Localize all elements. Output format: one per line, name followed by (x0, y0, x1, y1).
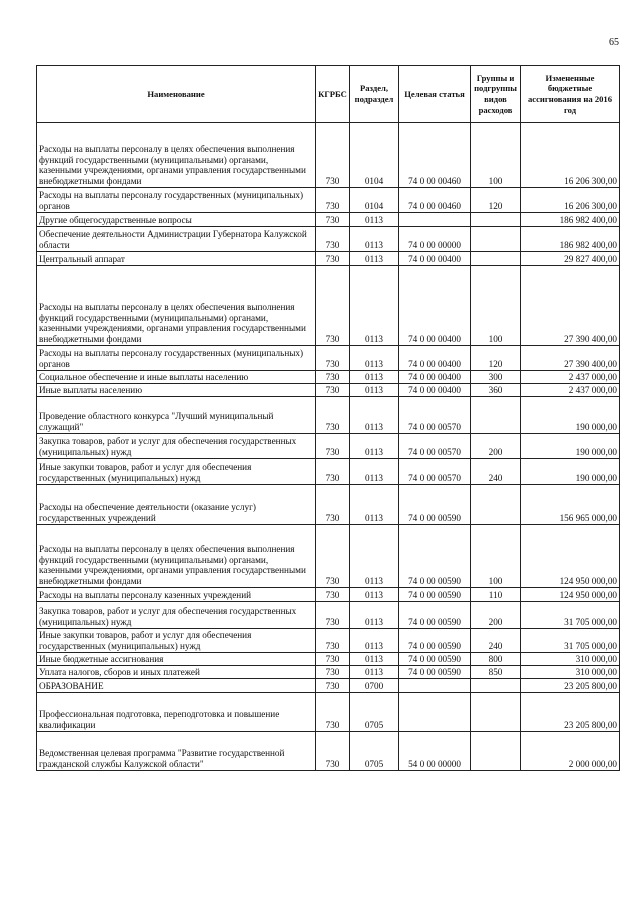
header-name: Наименование (37, 66, 316, 123)
cell-target: 74 0 00 00570 (399, 397, 471, 434)
cell-section: 0113 (350, 653, 399, 666)
table-header-row (37, 66, 620, 123)
cell-group: 800 (471, 653, 521, 666)
cell-grbs: 730 (316, 227, 350, 252)
cell-group: 100 (471, 525, 521, 588)
cell-section: 0113 (350, 485, 399, 525)
cell-name: Другие общегосударственные вопросы (37, 213, 316, 227)
cell-group (471, 732, 521, 771)
cell-name: Уплата налогов, сборов и иных платежей (37, 666, 316, 679)
cell-target: 74 0 00 00590 (399, 629, 471, 653)
cell-name: Проведение областного конкурса "Лучший муниципальный служащий" (37, 397, 316, 434)
table-row (37, 371, 620, 384)
table-row (37, 346, 620, 371)
cell-grbs: 730 (316, 346, 350, 371)
cell-amount: 186 982 400,00 (521, 227, 620, 252)
cell-section: 0113 (350, 371, 399, 384)
cell-target: 74 0 00 00590 (399, 653, 471, 666)
cell-section: 0113 (350, 666, 399, 679)
budget-table (36, 65, 620, 771)
cell-amount: 16 206 300,00 (521, 188, 620, 213)
cell-group (471, 252, 521, 266)
cell-amount: 190 000,00 (521, 459, 620, 485)
cell-name: Центральный аппарат (37, 252, 316, 266)
cell-name: Расходы на выплаты персоналу казенных учреждений (37, 588, 316, 602)
table-row (37, 384, 620, 397)
cell-group: 300 (471, 371, 521, 384)
cell-section: 0113 (350, 602, 399, 629)
cell-target: 74 0 00 00460 (399, 188, 471, 213)
table-row (37, 459, 620, 485)
cell-target (399, 213, 471, 227)
cell-amount: 27 390 400,00 (521, 266, 620, 346)
cell-grbs: 730 (316, 188, 350, 213)
table-row (37, 653, 620, 666)
table-row (37, 525, 620, 588)
cell-grbs: 730 (316, 602, 350, 629)
cell-group: 100 (471, 123, 521, 188)
cell-target: 74 0 00 00570 (399, 459, 471, 485)
cell-grbs: 730 (316, 679, 350, 693)
cell-group: 240 (471, 629, 521, 653)
cell-section: 0700 (350, 679, 399, 693)
cell-name: Социальное обеспечение и иные выплаты населению (37, 371, 316, 384)
cell-grbs: 730 (316, 485, 350, 525)
cell-group: 200 (471, 602, 521, 629)
cell-section: 0113 (350, 588, 399, 602)
cell-section: 0113 (350, 213, 399, 227)
header-target: Целевая статья (399, 66, 471, 123)
table-row (37, 188, 620, 213)
cell-amount: 27 390 400,00 (521, 346, 620, 371)
cell-amount: 190 000,00 (521, 397, 620, 434)
cell-grbs: 730 (316, 629, 350, 653)
cell-amount: 124 950 000,00 (521, 588, 620, 602)
cell-grbs: 730 (316, 459, 350, 485)
cell-section: 0113 (350, 459, 399, 485)
cell-name: Расходы на выплаты персоналу в целях обеспечения выполнения функций государственными (муниципальными) органами, казенными учреждениями, органами управления государственными внебюджетными фондами (37, 266, 316, 346)
cell-grbs: 730 (316, 693, 350, 732)
table-row (37, 588, 620, 602)
cell-grbs: 730 (316, 371, 350, 384)
cell-section: 0113 (350, 227, 399, 252)
cell-grbs: 730 (316, 384, 350, 397)
table-row (37, 693, 620, 732)
cell-amount: 310 000,00 (521, 666, 620, 679)
cell-grbs: 730 (316, 397, 350, 434)
cell-amount: 156 965 000,00 (521, 485, 620, 525)
cell-group: 200 (471, 434, 521, 459)
cell-name: Иные бюджетные ассигнования (37, 653, 316, 666)
cell-grbs: 730 (316, 252, 350, 266)
cell-target: 74 0 00 00400 (399, 346, 471, 371)
cell-amount: 16 206 300,00 (521, 123, 620, 188)
cell-grbs: 730 (316, 653, 350, 666)
cell-target: 74 0 00 00000 (399, 227, 471, 252)
table-row (37, 123, 620, 188)
cell-amount: 2 437 000,00 (521, 371, 620, 384)
cell-target: 74 0 00 00590 (399, 588, 471, 602)
cell-target: 74 0 00 00460 (399, 123, 471, 188)
cell-name: Иные закупки товаров, работ и услуг для обеспечения государственных (муниципальных) нужд (37, 459, 316, 485)
cell-section: 0705 (350, 732, 399, 771)
cell-group: 360 (471, 384, 521, 397)
cell-grbs: 730 (316, 732, 350, 771)
cell-grbs: 730 (316, 213, 350, 227)
cell-group: 850 (471, 666, 521, 679)
cell-amount: 310 000,00 (521, 653, 620, 666)
cell-amount: 23 205 800,00 (521, 679, 620, 693)
cell-section: 0104 (350, 188, 399, 213)
cell-section: 0113 (350, 525, 399, 588)
cell-name: Расходы на обеспечение деятельности (оказание услуг) государственных учреждений (37, 485, 316, 525)
table-row (37, 227, 620, 252)
cell-name: Расходы на выплаты персоналу в целях обеспечения выполнения функций государственными (муниципальными) органами, казенными учреждениями, органами управления государственными внебюджетными фондами (37, 123, 316, 188)
cell-grbs: 730 (316, 525, 350, 588)
cell-target: 74 0 00 00400 (399, 384, 471, 397)
cell-section: 0113 (350, 252, 399, 266)
cell-section: 0113 (350, 346, 399, 371)
cell-grbs: 730 (316, 434, 350, 459)
table-row (37, 397, 620, 434)
cell-group (471, 679, 521, 693)
page-number: 65 (609, 37, 619, 48)
cell-group: 120 (471, 346, 521, 371)
cell-group (471, 397, 521, 434)
table-row (37, 679, 620, 693)
cell-group: 120 (471, 188, 521, 213)
table-row (37, 666, 620, 679)
header-group: Группы и подгруппы видов расходов (471, 66, 521, 123)
cell-target (399, 693, 471, 732)
cell-target: 74 0 00 00400 (399, 252, 471, 266)
cell-amount: 31 705 000,00 (521, 602, 620, 629)
cell-target: 74 0 00 00590 (399, 485, 471, 525)
cell-amount: 23 205 800,00 (521, 693, 620, 732)
table-row (37, 434, 620, 459)
table-row (37, 266, 620, 346)
cell-name: Расходы на выплаты персоналу государственных (муниципальных) органов (37, 188, 316, 213)
cell-grbs: 730 (316, 123, 350, 188)
cell-name: Закупка товаров, работ и услуг для обеспечения государственных (муниципальных) нужд (37, 434, 316, 459)
cell-section: 0113 (350, 434, 399, 459)
table-row (37, 252, 620, 266)
cell-section: 0113 (350, 397, 399, 434)
cell-group (471, 485, 521, 525)
cell-section: 0705 (350, 693, 399, 732)
cell-group (471, 213, 521, 227)
cell-target: 74 0 00 00400 (399, 266, 471, 346)
cell-name: Иные выплаты населению (37, 384, 316, 397)
cell-grbs: 730 (316, 666, 350, 679)
cell-grbs: 730 (316, 588, 350, 602)
cell-amount: 2 000 000,00 (521, 732, 620, 771)
cell-group (471, 693, 521, 732)
cell-section: 0113 (350, 384, 399, 397)
cell-name: Ведомственная целевая программа "Развитие государственной гражданской службы Калужской области" (37, 732, 316, 771)
cell-group: 240 (471, 459, 521, 485)
cell-target (399, 679, 471, 693)
cell-group: 100 (471, 266, 521, 346)
cell-amount: 29 827 400,00 (521, 252, 620, 266)
cell-amount: 2 437 000,00 (521, 384, 620, 397)
cell-group: 110 (471, 588, 521, 602)
table-row (37, 629, 620, 653)
cell-amount: 186 982 400,00 (521, 213, 620, 227)
cell-section: 0113 (350, 629, 399, 653)
cell-target: 74 0 00 00590 (399, 525, 471, 588)
table-row (37, 213, 620, 227)
cell-target: 74 0 00 00570 (399, 434, 471, 459)
cell-section: 0113 (350, 266, 399, 346)
cell-grbs: 730 (316, 266, 350, 346)
cell-target: 74 0 00 00400 (399, 371, 471, 384)
cell-name: Профессиональная подготовка, переподготовка и повышение квалификации (37, 693, 316, 732)
cell-amount: 190 000,00 (521, 434, 620, 459)
cell-target: 74 0 00 00590 (399, 602, 471, 629)
table-row (37, 485, 620, 525)
cell-name: Иные закупки товаров, работ и услуг для обеспечения государственных (муниципальных) нужд (37, 629, 316, 653)
cell-name: Закупка товаров, работ и услуг для обеспечения государственных (муниципальных) нужд (37, 602, 316, 629)
cell-amount: 31 705 000,00 (521, 629, 620, 653)
table-row (37, 732, 620, 771)
header-section: Раздел, подраздел (350, 66, 399, 123)
cell-amount: 124 950 000,00 (521, 525, 620, 588)
cell-section: 0104 (350, 123, 399, 188)
table-row (37, 602, 620, 629)
cell-target: 54 0 00 00000 (399, 732, 471, 771)
cell-name: Обеспечение деятельности Администрации Губернатора Калужской области (37, 227, 316, 252)
cell-group (471, 227, 521, 252)
cell-name: Расходы на выплаты персоналу государственных (муниципальных) органов (37, 346, 316, 371)
header-grbs: КГРБС (316, 66, 350, 123)
cell-name: Расходы на выплаты персоналу в целях обеспечения выполнения функций государственными (муниципальными) органами, казенными учреждениями, органами управления государственными внебюджетными фондами (37, 525, 316, 588)
cell-target: 74 0 00 00590 (399, 666, 471, 679)
header-amount: Измененные бюджетные ассигнования на 2016 год (521, 66, 620, 123)
cell-name: ОБРАЗОВАНИЕ (37, 679, 316, 693)
